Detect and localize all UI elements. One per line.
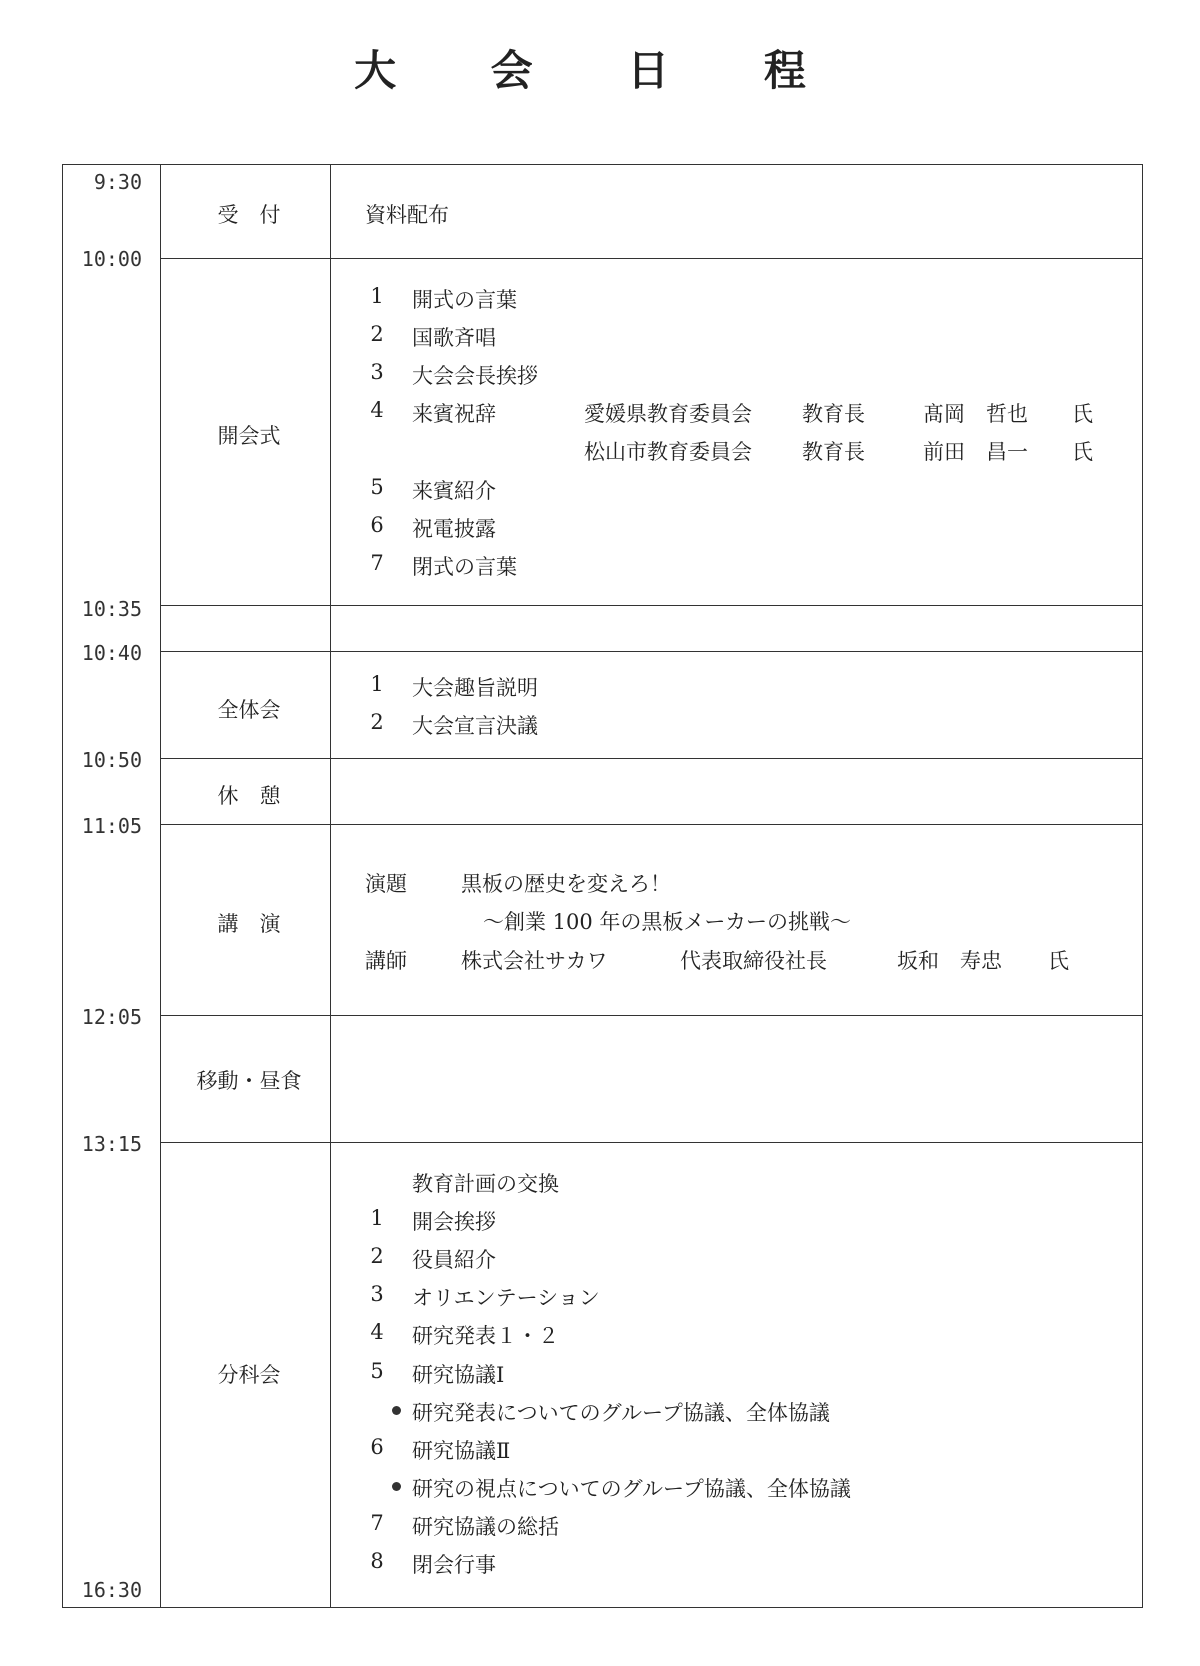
session-label-break: 休 憩: [217, 784, 281, 808]
page-title: 大 会 日 程: [354, 46, 846, 95]
time-label: 11:05: [81, 814, 142, 838]
item-text: 研究協議Ⅱ: [412, 1439, 511, 1463]
row-divider: [160, 258, 1142, 259]
item-number: 3: [370, 360, 384, 384]
row-divider: [160, 651, 1142, 652]
item-text: 研究協議Ⅰ: [412, 1363, 505, 1387]
guest-honorific: 氏: [1072, 440, 1093, 464]
time-label: 13:15: [81, 1132, 142, 1156]
item-number: 1: [370, 1206, 384, 1230]
bullet-icon: [392, 1406, 401, 1415]
time-label: 9:30: [93, 170, 142, 194]
item-text: 来賓祝辞: [412, 402, 496, 426]
time-label: 10:40: [81, 641, 142, 665]
lecture-company: 株式会社サカワ: [461, 949, 608, 973]
lecture-honorific: 氏: [1048, 949, 1069, 973]
item-text: 大会会長挨拶: [412, 364, 538, 388]
time-label: 12:05: [81, 1005, 142, 1029]
item-text: 閉式の言葉: [412, 555, 517, 579]
lecture-speaker: 坂和 寿忠: [897, 949, 1002, 973]
lecture-position: 代表取締役社長: [680, 949, 827, 973]
item-text: 国歌斉唱: [412, 326, 496, 350]
item-text: 大会趣旨説明: [412, 676, 538, 700]
lecture-title: 黒板の歴史を変えろ！: [461, 872, 671, 896]
lecture-subtitle: ～創業 100 年の黒板メーカーの挑戦～: [483, 910, 852, 934]
guest-role: 教育長: [802, 440, 865, 464]
bullet-icon: [392, 1482, 401, 1491]
time-label: 16:30: [81, 1578, 142, 1602]
item-number: 2: [370, 1244, 384, 1268]
guest-org: 松山市教育委員会: [584, 440, 752, 464]
session-label-breakout: 分科会: [217, 1363, 281, 1387]
time-column-divider: [160, 165, 161, 1607]
time-label: 10:50: [81, 748, 142, 772]
item-number: 5: [370, 475, 384, 499]
item-number: 2: [370, 710, 384, 734]
time-label: 10:35: [81, 597, 142, 621]
item-number: 8: [370, 1549, 384, 1573]
session-label-opening: 開会式: [217, 424, 281, 448]
sub-item-text: 研究発表についてのグループ協議、全体協議: [412, 1401, 830, 1425]
item-number: 6: [370, 513, 384, 537]
session-label-lunch: 移動・昼食: [196, 1069, 302, 1093]
item-text: 大会宣言決議: [412, 714, 538, 738]
item-number: 5: [370, 1359, 384, 1383]
row-divider: [160, 824, 1142, 825]
item-number: 3: [370, 1282, 384, 1306]
session-label-reception: 受 付: [217, 203, 281, 227]
time-label: 10:00: [81, 247, 142, 271]
item-text: オリエンテーション: [412, 1286, 600, 1310]
item-text: 閉会行事: [412, 1553, 496, 1577]
row-divider: [160, 758, 1142, 759]
reception-content: 資料配布: [365, 203, 449, 227]
item-text: 役員紹介: [412, 1248, 496, 1272]
item-number: 4: [370, 398, 384, 422]
item-text: 研究発表１・２: [412, 1324, 559, 1348]
lecture-speaker-label: 講師: [365, 949, 407, 973]
item-text: 開式の言葉: [412, 288, 517, 312]
item-number: 1: [370, 672, 384, 696]
item-text: 研究協議の総括: [412, 1515, 559, 1539]
row-divider: [160, 1015, 1142, 1016]
guest-name: 髙岡 哲也: [923, 402, 1028, 426]
item-text: 来賓紹介: [412, 479, 496, 503]
item-number: 6: [370, 1435, 384, 1459]
lecture-title-label: 演題: [365, 872, 407, 896]
item-number: 4: [370, 1320, 384, 1344]
guest-org: 愛媛県教育委員会: [584, 402, 752, 426]
session-column-divider: [330, 165, 331, 1607]
item-number: 2: [370, 322, 384, 346]
session-label-lecture: 講 演: [217, 912, 281, 936]
item-number: 7: [370, 1511, 384, 1535]
sub-item-text: 研究の視点についてのグループ協議、全体協議: [412, 1477, 851, 1501]
guest-honorific: 氏: [1072, 402, 1093, 426]
row-divider: [160, 1142, 1142, 1143]
guest-name: 前田 昌一: [923, 440, 1028, 464]
item-text: 祝電披露: [412, 517, 496, 541]
row-divider: [160, 605, 1142, 606]
item-number: 1: [370, 284, 384, 308]
breakout-heading: 教育計画の交換: [412, 1172, 559, 1196]
session-label-plenary: 全体会: [217, 698, 281, 722]
item-number: 7: [370, 551, 384, 575]
item-text: 開会挨拶: [412, 1210, 496, 1234]
guest-role: 教育長: [802, 402, 865, 426]
